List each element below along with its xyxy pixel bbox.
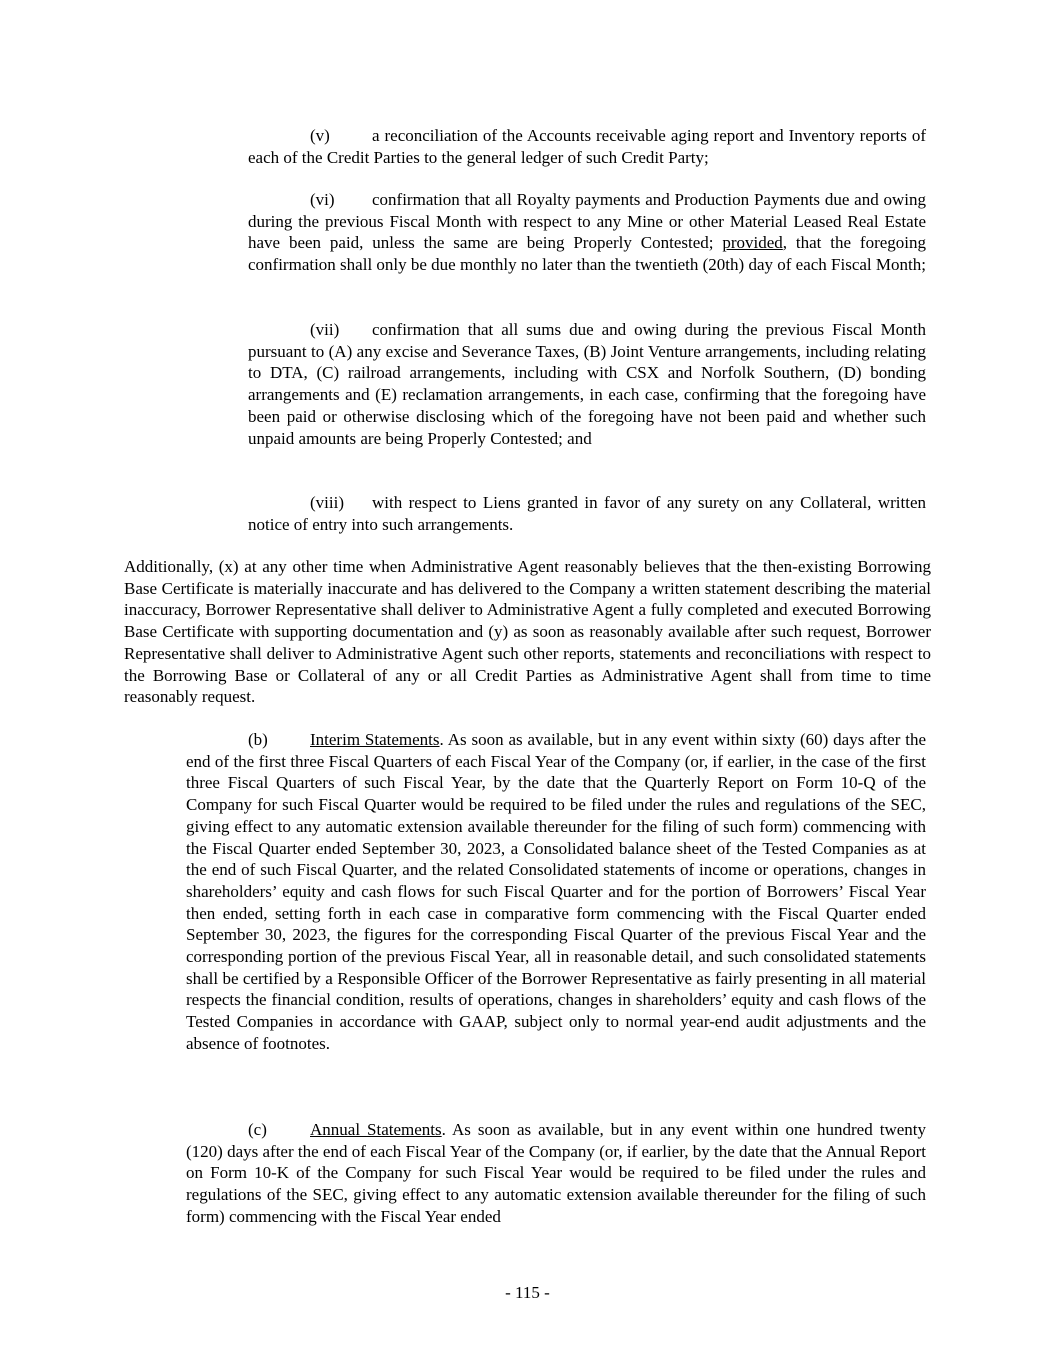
paragraph-v — [248, 125, 926, 168]
annual-statements-heading: Annual Statements — [310, 1120, 442, 1139]
paragraph-vii-text: confirmation that all sums due and owing during the previous Fiscal Month pursuant to (A) any excise and Severance Taxes, (B) Joint Venture arrangements, including relating to DTA, (C) railroad arrangements, including with CSX and Norfolk Southern, (D) bonding arrangements and (E) reclamation arrangements, in each case, confirming that the foregoing have been paid or otherwise disclosing which of the foregoing have not been paid and whether such unpaid amounts are being Properly Contested; and — [248, 320, 926, 448]
paragraph-c-text: . As soon as available, but in any event within one hundred twenty (120) days after the end of each Fiscal Year of the Company (or, if earlier, by the date that the Annual Report on Form 10-K of the Company for such Fiscal Year would be required to be filed under the rules and regulations of the SEC, giving effect to any automatic extension available thereunder for the filing of such form) commencing with the Fiscal Year ended — [186, 1120, 926, 1226]
paragraph-additionally: Additionally, (x) at any other time when Administrative Agent reasonably believes that the then-existing Borrowing Base Certificate is materially inaccurate and has delivered to the Company a written statement describing the material inaccuracy, Borrower Representative shall deliver to Administrative Agent a fully completed and executed Borrowing Base Certificate with supporting documentation and (y) as soon as reasonably available after such request, Borrower Representative shall deliver to Administrative Agent such other reports, statements and reconciliations with respect to the Borrowing Base or Collateral of any or all Credit Parties as Administrative Agent shall from time to time reasonably request. — [124, 557, 931, 707]
paragraph-v-text: a reconciliation of the Accounts receivable aging report and Inventory reports of each of the Credit Parties to the general ledger of such Credit Party; — [248, 126, 926, 167]
paragraph-c-annual-statements — [186, 1119, 926, 1228]
paragraph-vi-number: (vi) — [310, 190, 335, 209]
paragraph-vii-number: (vii) — [310, 320, 340, 339]
paragraph-viii-text: with respect to Liens granted in favor of any surety on any Collateral, written notice of entry into such arrangements. — [248, 493, 926, 534]
paragraph-b-number: (b) — [248, 730, 268, 749]
paragraph-vii — [248, 319, 926, 449]
paragraph-viii-number: (viii) — [310, 493, 344, 512]
page-number: - 115 - — [505, 1283, 550, 1302]
paragraph-v-number: (v) — [310, 126, 330, 145]
interim-statements-heading: Interim Statements — [310, 730, 440, 749]
paragraph-b-text: . As soon as available, but in any event within sixty (60) days after the end of the first three Fiscal Quarters of each Fiscal Year of the Company (or, if earlier, in the case of the first three Fiscal Quarters of such Fiscal Year, by the date that the Quarterly Report on Form 10-Q of the Company for such Fiscal Quarter would be required to be filed under the rules and regulations of the SEC, giving effect to any automatic extension available thereunder for the filing of such form) commencing with the Fiscal Quarter ended September 30, 2023, a Consolidated balance sheet of the Tested Companies as at the end of such Fiscal Quarter, and the related Consolidated statements of income or operations, changes in shareholders’ equity and cash flows for such Fiscal Quarter and for the portion of Borrowers’ Fiscal Year then ended, setting forth in each case in comparative form commencing with the Fiscal Quarter ended September 30, 2023, the figures for the corresponding Fiscal Quarter of the previous Fiscal Year and the corresponding portion of the previous Fiscal Year, all in reasonable detail, and such consolidated statements shall be certified by a Responsible Officer of the Borrower Representative as fairly presenting in all material respects the financial condition, results of operations, changes in shareholders’ equity and cash flows of the Tested Companies in accordance with GAAP, subject only to normal year-end audit adjustments and the absence of footnotes. — [186, 730, 926, 1053]
paragraph-c-number: (c) — [248, 1120, 267, 1139]
paragraph-vi — [248, 189, 926, 276]
paragraph-b-interim-statements — [186, 729, 926, 1055]
paragraph-vi-text-b: , that the foregoing confirmation shall only be due monthly no later than the twentieth (20th) day of each Fiscal Month; — [248, 233, 926, 275]
paragraph-vi-text-a: confirmation that all Royalty payments and Production Payments due and owing during the previous Fiscal Month with respect to any Mine or other Material Leased Real Estate have been paid, unless the same are being Properly Contested; — [248, 190, 926, 253]
paragraph-viii — [248, 492, 926, 535]
provided-underlined-term: provided — [722, 233, 783, 253]
